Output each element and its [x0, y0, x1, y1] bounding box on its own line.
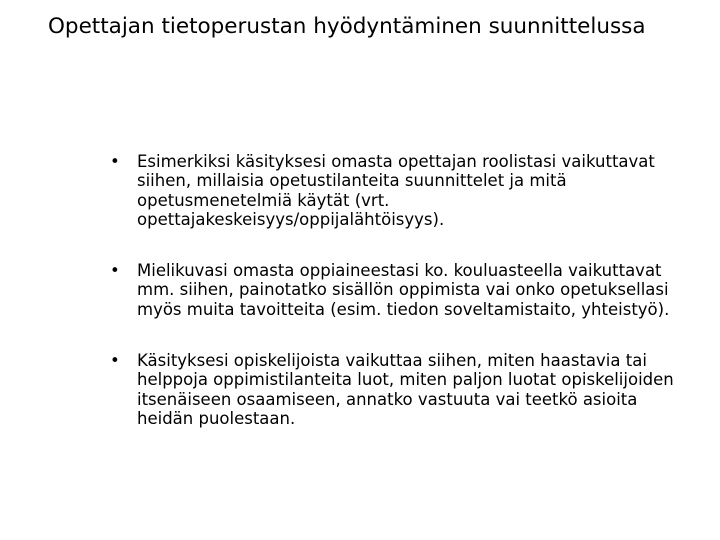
bullet-text: Mielikuvasi omasta oppiaineestasi ko. kouluasteella vaikuttavat mm. siihen, painotatko sisällön oppimista vai onko opetuksellasi myös muita tavoitteita (esim. tiedon soveltamistaito, yhteistyö). [137, 261, 670, 319]
bullet-marker-icon: • [110, 261, 120, 281]
bullet-list [110, 152, 690, 460]
slide-title: Opettajan tietoperustan hyödyntäminen suunnittelussa [48, 14, 646, 39]
bullet-marker-icon: • [110, 152, 120, 171]
bullet-text: Käsityksesi opiskelijoista vaikuttaa siihen, miten haastavia tai helppoja oppimistilanteita luot, miten paljon luotat opiskelijoiden itsenäiseen osaamiseen, annatko vastuuta vai teetkö asioita heidän puolestaan. [137, 351, 674, 428]
bullet-text: Esimerkiksi käsityksesi omasta opettajan roolistasi vaikuttavat siihen, millaisia opetustilanteita suunnittelet ja mitä opetusmenetelmiä käytät (vrt. opettajakeskeisyys/oppijalähtöisyys). [137, 152, 655, 229]
bullet-item-student-conception [110, 351, 690, 428]
bullet-item-role-conception [110, 152, 690, 229]
bullet-marker-icon: • [110, 351, 120, 371]
bullet-item-subject-image [110, 261, 690, 319]
